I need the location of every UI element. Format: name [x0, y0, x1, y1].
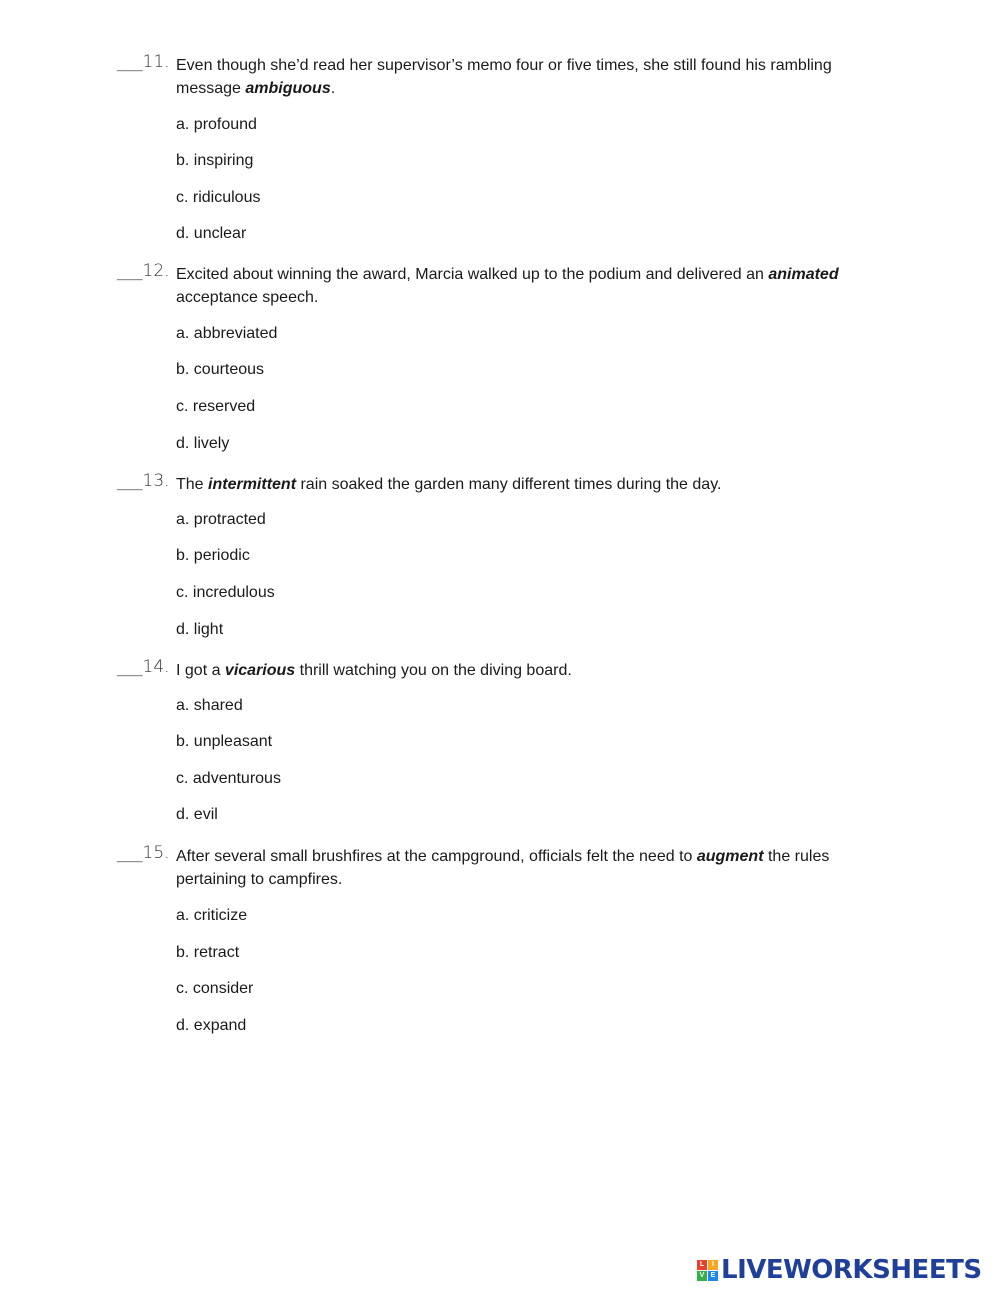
- option-d: d. evil: [176, 806, 218, 823]
- option-d: d. light: [176, 621, 224, 638]
- keyword: augment: [696, 848, 764, 865]
- option-b: b. inspiring: [176, 152, 254, 169]
- option-c: c. adventurous: [176, 770, 281, 787]
- question-number[interactable]: ___14.: [117, 657, 170, 677]
- question-14: [117, 657, 897, 823]
- option-b: b. unpleasant: [176, 733, 273, 750]
- question-text: After several small brushfires at the campground, officials felt the need to augment the rules pertaining to campfires.: [176, 848, 830, 888]
- keyword: ambiguous: [245, 80, 331, 97]
- logo-text: LIVEWORKSHEETS: [721, 1255, 982, 1285]
- question-stem: [117, 473, 897, 496]
- logo-mark-tile: L: [697, 1260, 707, 1270]
- option-b: b. retract: [176, 944, 240, 961]
- question-text: The intermittent rain soaked the garden many different times during the day.: [176, 476, 722, 493]
- option-c: c. incredulous: [176, 584, 275, 601]
- logo-mark-tile: I: [708, 1260, 718, 1270]
- question-12: [117, 261, 897, 452]
- option-b: b. periodic: [176, 547, 250, 564]
- question-13: [117, 471, 897, 638]
- question-stem: [117, 845, 897, 891]
- option-b: b. courteous: [176, 361, 265, 378]
- question-number[interactable]: ___13.: [117, 471, 170, 491]
- logo-mark-tile: E: [708, 1271, 718, 1281]
- option-a: a. criticize: [176, 907, 248, 924]
- logo-mark-tile: V: [697, 1271, 707, 1281]
- question-stem: [117, 659, 897, 682]
- keyword: animated: [768, 266, 839, 283]
- option-a: a. shared: [176, 697, 243, 714]
- option-a: a. abbreviated: [176, 325, 278, 342]
- question-text: Even though she’d read her supervisor’s memo four or five times, she still found his rambling message ambiguous.: [176, 57, 832, 97]
- liveworksheets-logo[interactable]: [697, 1256, 982, 1284]
- question-text: Excited about winning the award, Marcia walked up to the podium and delivered an animated acceptance speech.: [176, 266, 839, 306]
- question-stem: [117, 54, 897, 100]
- option-c: c. consider: [176, 980, 254, 997]
- option-c: c. reserved: [176, 398, 256, 415]
- keyword: vicarious: [224, 662, 296, 679]
- question-text: I got a vicarious thrill watching you on the diving board.: [176, 662, 572, 679]
- keyword: intermittent: [208, 476, 297, 493]
- question-15: [117, 843, 897, 1034]
- question-number[interactable]: ___15.: [117, 843, 170, 863]
- option-d: d. unclear: [176, 225, 247, 242]
- option-d: d. expand: [176, 1017, 247, 1034]
- option-d: d. lively: [176, 435, 230, 452]
- option-c: c. ridiculous: [176, 189, 261, 206]
- question-stem: [117, 263, 897, 309]
- question-11: [117, 52, 897, 242]
- logo-mark-icon: [697, 1260, 718, 1281]
- question-number[interactable]: ___12.: [117, 261, 170, 281]
- option-a: a. protracted: [176, 511, 266, 528]
- question-number[interactable]: ___11.: [117, 52, 170, 72]
- option-a: a. profound: [176, 116, 257, 133]
